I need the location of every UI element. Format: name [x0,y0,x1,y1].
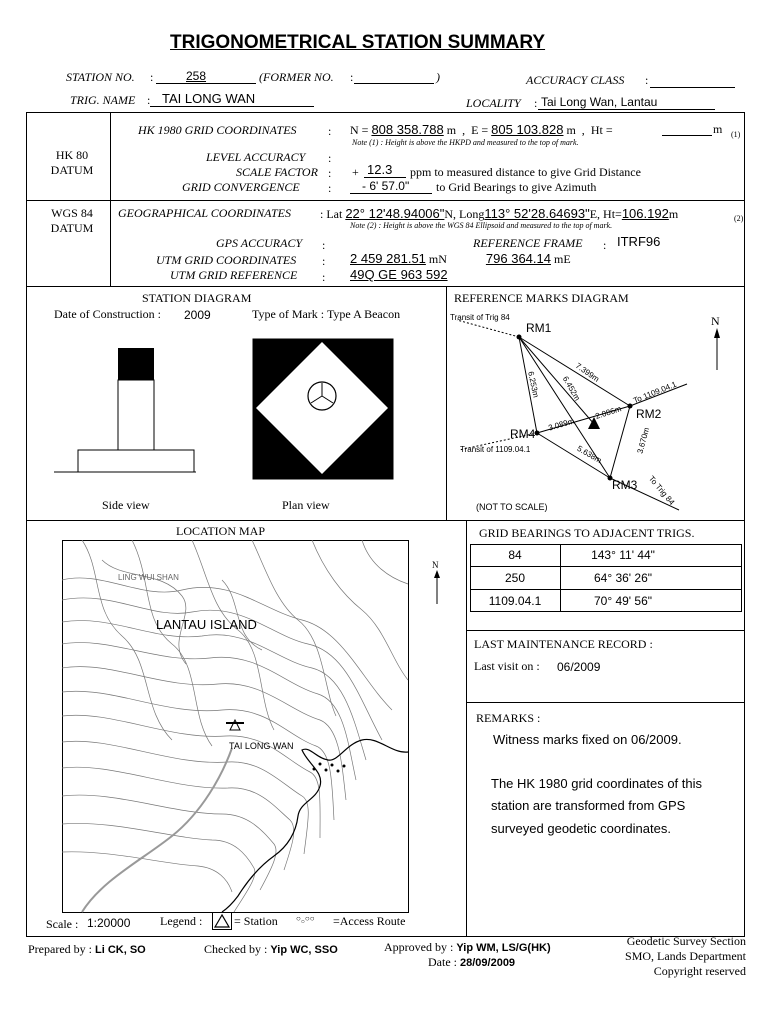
accuracy-class-label: ACCURACY CLASS [526,73,625,87]
transit-trig-84: Transit of Trig 84 [450,313,510,322]
grid-convergence-text: to Grid Bearings to give Azimuth [436,180,597,194]
plan-view-label: Plan view [282,498,330,512]
trig-name-label: TRIG. NAME [70,93,136,107]
note2-marker: (2) [734,214,744,223]
legend-route: =Access Route [333,914,406,928]
geo-coords-label: GEOGRAPHICAL COORDINATES [118,206,291,220]
scale-factor-label: SCALE FACTOR [236,165,318,179]
distance-d1: 7.399m [573,361,601,384]
utm-coords-label: UTM GRID COORDINATES [156,253,297,267]
approved-by: Approved by : Yip WM, LS/G(HK) [384,940,551,954]
remark-line-3: station are transformed from GPS [491,798,686,813]
legend-station: = Station [234,914,278,928]
remarks-title: REMARKS : [476,711,541,725]
remark-line-4: surveyed geodetic coordinates. [491,821,671,836]
distance-d2: 6.452m [560,374,582,403]
trig-name-value: TAI LONG WAN [162,91,256,106]
construction-date-label: Date of Construction : [54,307,161,321]
level-accuracy-label: LEVEL ACCURACY [206,150,306,164]
hk80-north: N = 808 358.788 m , E = 805 103.828 m , Ht = [350,122,613,137]
location-map-title: LOCATION MAP [176,524,266,538]
rm4-label: RM4 [510,427,536,441]
reference-marks-title: REFERENCE MARKS DIAGRAM [454,291,629,305]
construction-date: 2009 [184,308,211,322]
reference-marks-diagram [447,300,745,518]
rm2-label: RM2 [636,407,662,421]
maintenance-title: LAST MAINTENANCE RECORD : [474,637,653,651]
prepared-by: Prepared by : Li CK, SO [28,942,146,956]
table-row-trig: 1109.04.1 [488,594,542,608]
utm-ref-label: UTM GRID REFERENCE [170,268,298,282]
side-view-label: Side view [102,498,150,512]
utm-coords-value: 2 459 281.51 mN 796 364.14 mE [350,251,571,266]
hk80-grid-coords-label: HK 1980 GRID COORDINATES [138,123,297,137]
table-row-bearing: 70° 49' 56" [593,594,653,608]
legend-label: Legend : [160,914,203,928]
map-north-label: N [432,560,439,570]
location-map [62,540,409,913]
locality-value: Tai Long Wan, Lantau [541,95,658,109]
distance-d6: 3.670m [635,426,652,455]
former-no-label: (FORMER NO. [259,70,334,84]
grid-convergence-label: GRID CONVERGENCE [182,180,300,194]
organisation: Geodetic Survey Section SMO, Lands Department Copyright reserved [625,934,746,978]
distance-d4: 2.086m [594,404,623,421]
scale-value: 1:20000 [87,916,131,930]
approval-date: Date : 28/09/2009 [428,955,516,969]
transit-1109-label: Transit of 1109.04.1 [460,445,531,454]
last-visit-label: Last visit on : [474,659,540,673]
distance-d5: 3.089m [547,416,576,433]
grid-convergence-value: - 6' 57.0" [362,179,410,193]
locality-label: LOCALITY [466,96,521,110]
hk80-datum-label: HK 80 DATUM [50,148,94,177]
utm-ref-value: 49Q GE 963 592 [350,267,448,282]
remark-line-1: Witness marks fixed on 06/2009. [493,732,682,747]
note1-marker: (1) [731,130,741,139]
distance-d3: 6.253m [526,370,541,399]
scale-label: Scale : [46,917,79,931]
table-row-trig: 250 [504,571,526,585]
scale-factor-value: 12.3 [367,162,393,177]
station-no-value: 258 [186,69,207,83]
remark-line-2: The HK 1980 grid coordinates of this [491,776,703,791]
checked-by: Checked by : Yip WC, SSO [204,942,338,956]
beacon-plan-view [252,338,394,480]
table-row-bearing: 143° 11' 44" [591,548,655,562]
gps-accuracy-label: GPS ACCURACY [216,236,303,250]
hill-label: LING WUI SHAN [118,573,179,582]
wgs84-datum-label: WGS 84 DATUM [50,206,94,235]
note2: Note (2) : Height is above the WGS 84 Ellipsoid and measured to the top of mark. [350,221,613,230]
table-row-bearing: 64° 36' 26" [593,571,653,585]
map-north-arrow-icon [432,570,442,606]
to-1109-label: To 1109.04.1 [631,379,678,406]
last-visit-value: 06/2009 [557,660,601,674]
table-row-trig: 84 [508,548,522,562]
note1: Note (1) : Height is above the HKPD and measured to the top of mark. [352,138,579,147]
document-title: TRIGONOMETRICAL STATION SUMMARY [170,32,546,53]
rm3-label: RM3 [612,478,638,492]
mark-type: Type of Mark : Type A Beacon [252,307,401,321]
reference-frame-label: REFERENCE FRAME [473,236,583,250]
station-diagram-title: STATION DIAGRAM [142,291,252,305]
island-label: LANTAU ISLAND [156,617,257,632]
not-to-scale: (NOT TO SCALE) [476,502,548,512]
to-trig-84-label: To Trig 84 [646,474,677,507]
beacon-side-view [50,340,200,480]
station-map-label: TAI LONG WAN [229,741,294,751]
grid-bearings-title: GRID BEARINGS TO ADJACENT TRIGS. [479,526,695,540]
wgs84-coords: : Lat 22° 12'48.94006"N, Long113° 52'28.64693"E, Ht=106.192m [320,206,679,221]
reference-frame-value: ITRF96 [617,234,661,249]
ref-north-label: N [711,314,720,328]
scale-factor-text: ppm to measured distance to give Grid Distance [410,165,641,179]
route-legend-icon: $○_○○○$ [296,914,315,926]
station-no-label: STATION NO. [66,70,135,84]
station-legend-icon [212,912,232,930]
rm1-label: RM1 [526,321,552,335]
distance-d7: 5.638m [575,443,604,466]
